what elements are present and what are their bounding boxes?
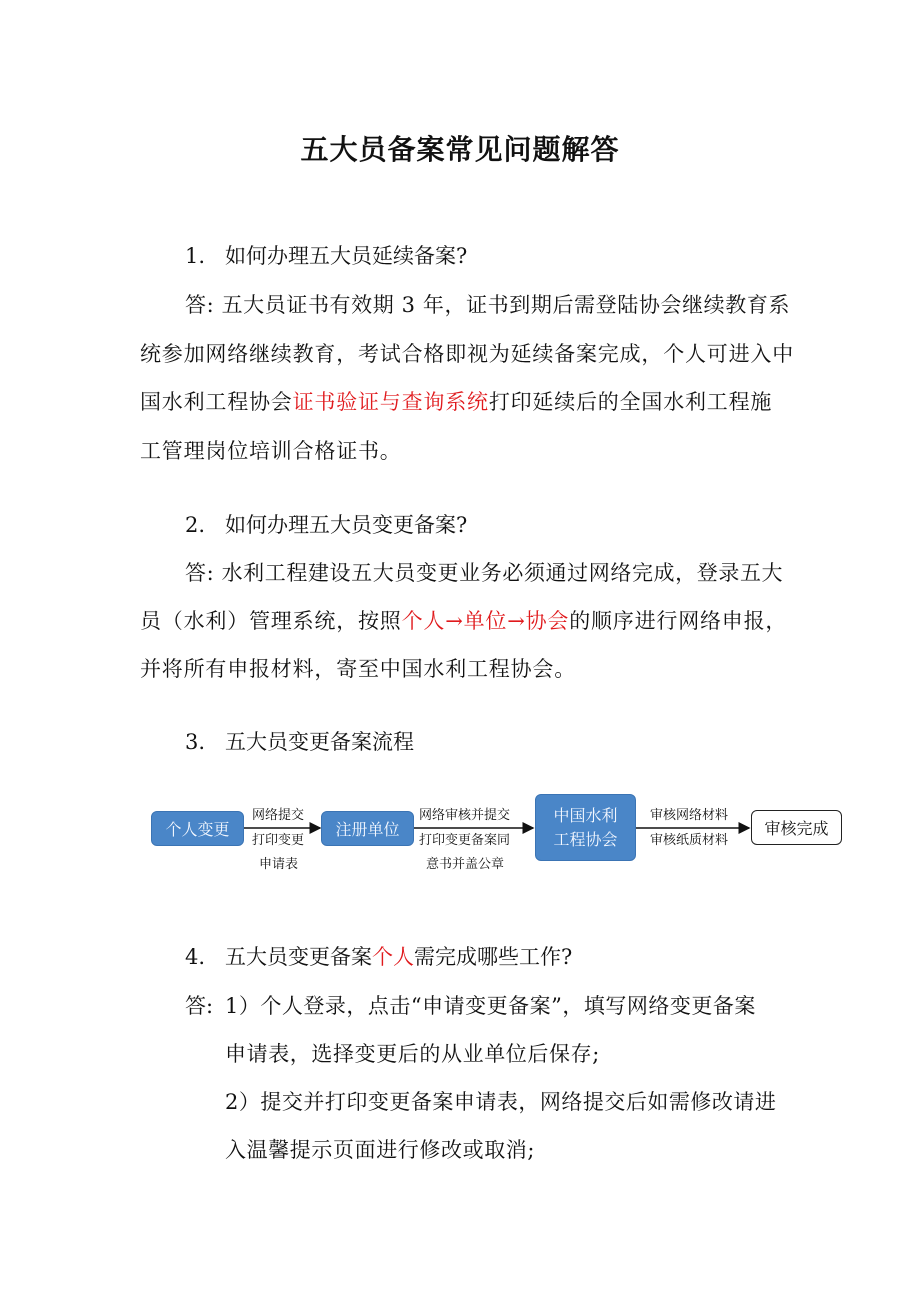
answer-4-step-1-line-2: 申请表，选择变更后的从业单位后保存; bbox=[225, 1042, 600, 1066]
answer-text: 水利工程建设五大员变更业务必须通过网络完成，登录五大 bbox=[221, 561, 784, 585]
flow-box-employer: 注册单位 bbox=[321, 811, 414, 846]
flow-label: 审核网络材料 bbox=[650, 808, 729, 823]
question-number: 4. bbox=[185, 945, 206, 969]
page-title: 五大员备案常见问题解答 bbox=[300, 133, 620, 166]
highlight-system-name: 证书验证与查询系统 bbox=[292, 390, 489, 414]
question-text: 如何办理五大员变更备案? bbox=[225, 513, 468, 537]
answer-4-step-2-line-1: 2）提交并打印变更备案申请表，网络提交后如需修改请进 bbox=[225, 1090, 777, 1114]
answer-text: 五大员证书有效期 3 年，证书到期后需登陆协会继续教育系 bbox=[221, 293, 791, 317]
answer-text: 的顺序进行网络申报， bbox=[569, 609, 788, 633]
answer-text: 员（水利）管理系统，按照 bbox=[140, 609, 402, 633]
flow-box-association bbox=[535, 794, 636, 861]
flow-label: 打印变更 bbox=[252, 833, 305, 848]
flow-label: 申请表 bbox=[259, 857, 299, 872]
question-text: 五大员变更备案 bbox=[225, 945, 372, 969]
flow-label: 打印变更备案同 bbox=[419, 833, 511, 848]
answer-1-line-4: 工管理岗位培训合格证书。 bbox=[140, 439, 402, 463]
answer-4-step-2-line-2: 入温馨提示页面进行修改或取消; bbox=[225, 1138, 536, 1162]
question-number: 3. bbox=[185, 730, 206, 754]
flow-label: 网络审核并提交 bbox=[419, 808, 511, 823]
flow-label: 意书并盖公章 bbox=[426, 857, 505, 872]
flow-box-individual: 个人变更 bbox=[151, 811, 244, 846]
answer-prefix: 答: bbox=[185, 561, 215, 585]
flow-label: 网络提交 bbox=[252, 808, 305, 823]
question-text: 如何办理五大员延续备案? bbox=[225, 244, 468, 268]
flow-label: 审核纸质材料 bbox=[650, 833, 729, 848]
answer-4-step-1-line-1: 1）个人登录，点击“申请变更备案”，填写网络变更备案 bbox=[225, 994, 756, 1018]
answer-4-prefix: 答: bbox=[185, 994, 214, 1018]
answer-1-line-2: 统参加网络继续教育，考试合格即视为延续备案完成，个人可进入中 bbox=[140, 342, 794, 366]
answer-2-line-3: 并将所有申报材料，寄至中国水利工程协会。 bbox=[140, 657, 576, 681]
answer-prefix: 答: bbox=[185, 293, 215, 317]
highlight-individual: 个人 bbox=[372, 945, 414, 969]
highlight-sequence: 个人→单位→协会 bbox=[401, 609, 570, 633]
question-number: 1. bbox=[185, 244, 206, 268]
answer-text: 国水利工程协会 bbox=[140, 390, 293, 414]
flow-box-association-line1: 中国水利 bbox=[553, 805, 618, 825]
question-4 bbox=[185, 942, 572, 972]
question-text: 五大员变更备案流程 bbox=[225, 730, 414, 754]
question-number: 2. bbox=[185, 513, 206, 537]
question-text: 需完成哪些工作? bbox=[414, 945, 573, 969]
answer-text: 打印延续后的全国水利工程施 bbox=[488, 390, 773, 414]
flow-box-association-line2: 工程协会 bbox=[553, 829, 618, 849]
flow-box-completed: 审核完成 bbox=[751, 810, 842, 845]
